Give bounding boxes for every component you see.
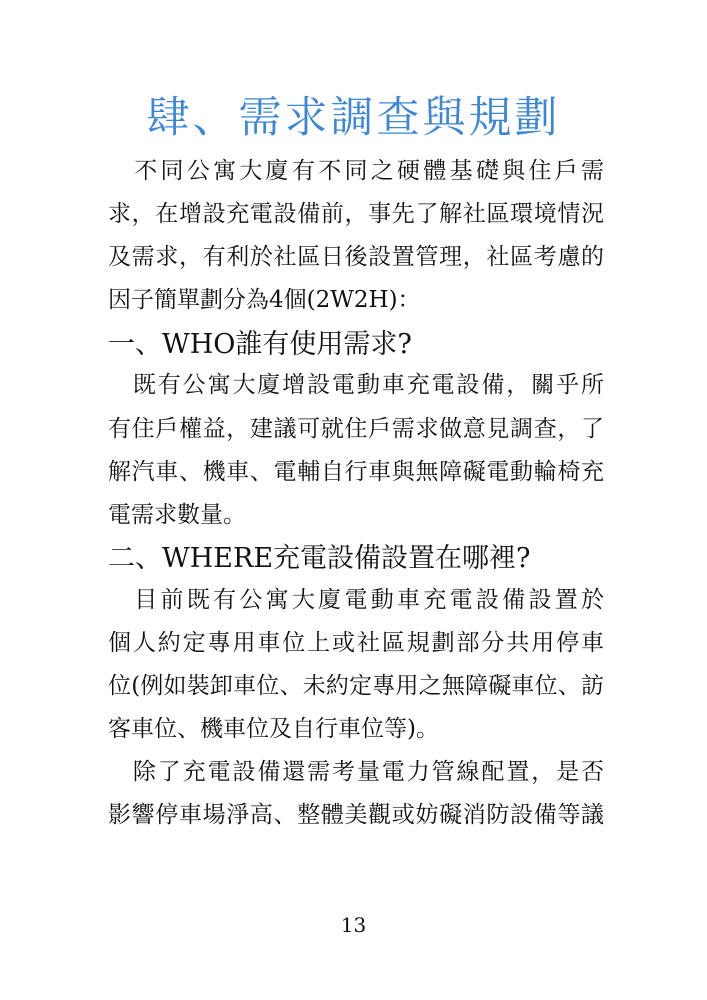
page-title: 肆、需求調查與規劃 [146,93,561,143]
who-line-2: 有住戶權益，建議可就住戶需求做意見調查，了 [108,416,604,442]
where-line-5: 除了充電設備還需考量電力管線配置，是否 [108,759,604,785]
where-line-3: 位(例如裝卸車位、未約定專用之無障礙車位、訪 [108,673,604,699]
section-heading-who: 一、WHO誰有使用需求? [108,329,412,360]
who-line-3: 解汽車、機車、電輔自行車與無障礙電動輪椅充 [108,459,604,485]
where-line-2: 個人約定專用車位上或社區規劃部分共用停車 [108,630,604,656]
who-line-1: 既有公寓大廈增設電動車充電設備，關乎所 [108,372,604,398]
who-line-4: 電需求數量。 [108,502,246,528]
page-number: 13 [340,913,367,937]
where-line-1: 目前既有公寓大廈電動車充電設備設置於 [108,587,604,613]
where-line-4: 客車位、機車位及自行車位等)。 [108,716,439,742]
where-line-6: 影響停車場淨高、整體美觀或妨礙消防設備等議 [108,802,604,828]
intro-line-3: 及需求，有利於社區日後設置管理，社區考慮的 [108,244,604,270]
intro-line-2: 求，在增設充電設備前，事先了解社區環境情況 [108,201,604,227]
intro-line-4: 因子簡單劃分為4個(2W2H)： [108,287,421,313]
intro-line-1: 不同公寓大廈有不同之硬體基礎與住戶需 [108,158,604,184]
section-heading-where: 二、WHERE充電設備設置在哪裡? [108,543,531,574]
